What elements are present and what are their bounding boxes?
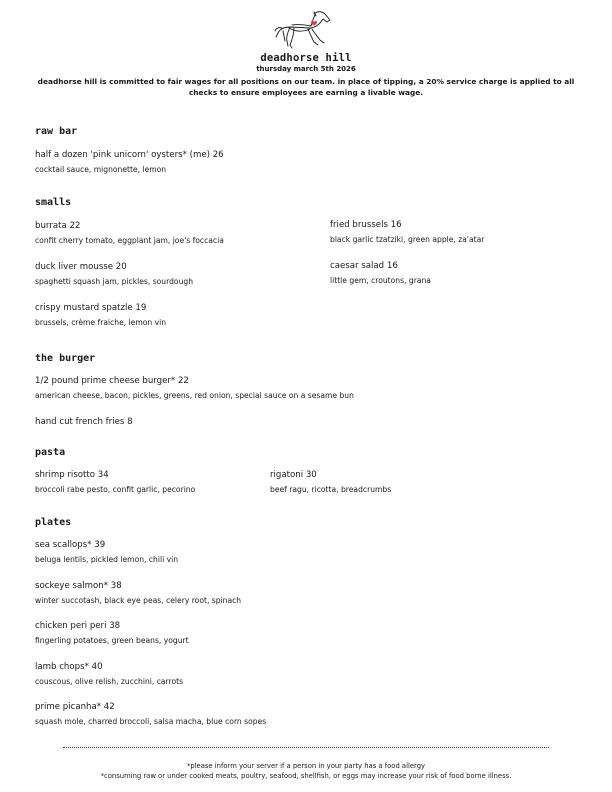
item-description: squash mole, charred broccoli, salsa macha, blue corn sopes: [35, 717, 267, 726]
item-description: beef ragu, ricotta, breadcrumbs: [270, 485, 392, 494]
menu-item: [35, 220, 224, 247]
item-name: caesar salad 16: [330, 261, 398, 271]
menu-item: [35, 149, 224, 176]
menu-item: [35, 661, 183, 688]
horse-with-heart-icon: [270, 10, 340, 52]
section-title-pasta: pasta: [35, 447, 66, 458]
menu-item: [35, 469, 195, 496]
item-description: winter succotash, black eye peas, celery root, spinach: [35, 596, 242, 605]
item-name: prime picanha* 42: [35, 702, 115, 712]
item-description: little gem, croutons, grana: [330, 276, 431, 285]
menu-date: thursday march 5th 2026: [256, 65, 356, 73]
section-title-raw-bar: raw bar: [35, 126, 78, 137]
menu-item: [35, 302, 166, 329]
menu-item: [35, 701, 266, 728]
menu-item: [35, 539, 178, 566]
restaurant-name: deadhorse hill: [260, 52, 352, 64]
menu-item: [35, 375, 354, 402]
footer-divider: [63, 747, 549, 748]
item-name: half a dozen 'pink unicorn' oysters* (me) 26: [35, 150, 224, 160]
menu-item: [270, 469, 391, 496]
item-name: chicken peri peri 38: [35, 621, 121, 631]
item-name: 1/2 pound prime cheese burger* 22: [35, 376, 189, 386]
item-description: brussels, crème fraiche, lemon vin: [35, 318, 167, 327]
item-description: american cheese, bacon, pickles, greens, red onion, special sauce on a sesame bun: [35, 391, 354, 400]
item-name: burrata 22: [35, 221, 81, 231]
menu-item: [330, 260, 431, 287]
service-charge-notice: deadhorse hill is committed to fair wages for all positions on our team. in place of tipping, a 20% service charge is applied to all checks to ensure employees are earning a livable wage.: [37, 77, 575, 97]
menu-item: [35, 620, 189, 647]
section-title-the-burger: the burger: [35, 353, 96, 364]
item-name: hand cut french fries 8: [35, 417, 133, 427]
menu-item: [35, 416, 133, 428]
item-name: shrimp risotto 34: [35, 470, 109, 480]
section-title-plates: plates: [35, 517, 72, 528]
menu-item: [35, 261, 193, 288]
item-name: crispy mustard spatzle 19: [35, 303, 147, 313]
item-name: duck liver mousse 20: [35, 262, 127, 272]
allergy-notice: *please inform your server if a person in your party has a food allergy: [186, 762, 426, 770]
item-name: fried brussels 16: [330, 220, 402, 230]
item-description: spaghetti squash jam, pickles, sourdough: [35, 277, 194, 286]
section-title-smalls: smalls: [35, 197, 72, 208]
food-safety-warning: *consuming raw or under cooked meats, poultry, seafood, shellfish, or eggs may increase your risk of food borne illness.: [100, 772, 512, 780]
item-description: broccoli rabe pesto, confit garlic, pecorino: [35, 485, 196, 494]
item-name: sea scallops* 39: [35, 540, 106, 550]
item-name: rigatoni 30: [270, 470, 317, 480]
item-description: confit cherry tomato, eggplant jam, joe's foccacia: [35, 236, 224, 245]
menu-item: [330, 219, 484, 246]
item-name: sockeye salmon* 38: [35, 581, 122, 591]
item-description: cocktail sauce, mignonette, lemon: [35, 165, 167, 174]
menu-item: [35, 580, 241, 607]
item-description: fingerling potatoes, green beans, yogurt: [35, 636, 189, 645]
item-name: lamb chops* 40: [35, 662, 103, 672]
item-description: black garlic tzatziki, green apple, za'atar: [330, 235, 485, 244]
item-description: beluga lentils, pickled lemon, chili vin: [35, 555, 179, 564]
item-description: couscous, olive relish, zucchini, carrots: [35, 677, 184, 686]
